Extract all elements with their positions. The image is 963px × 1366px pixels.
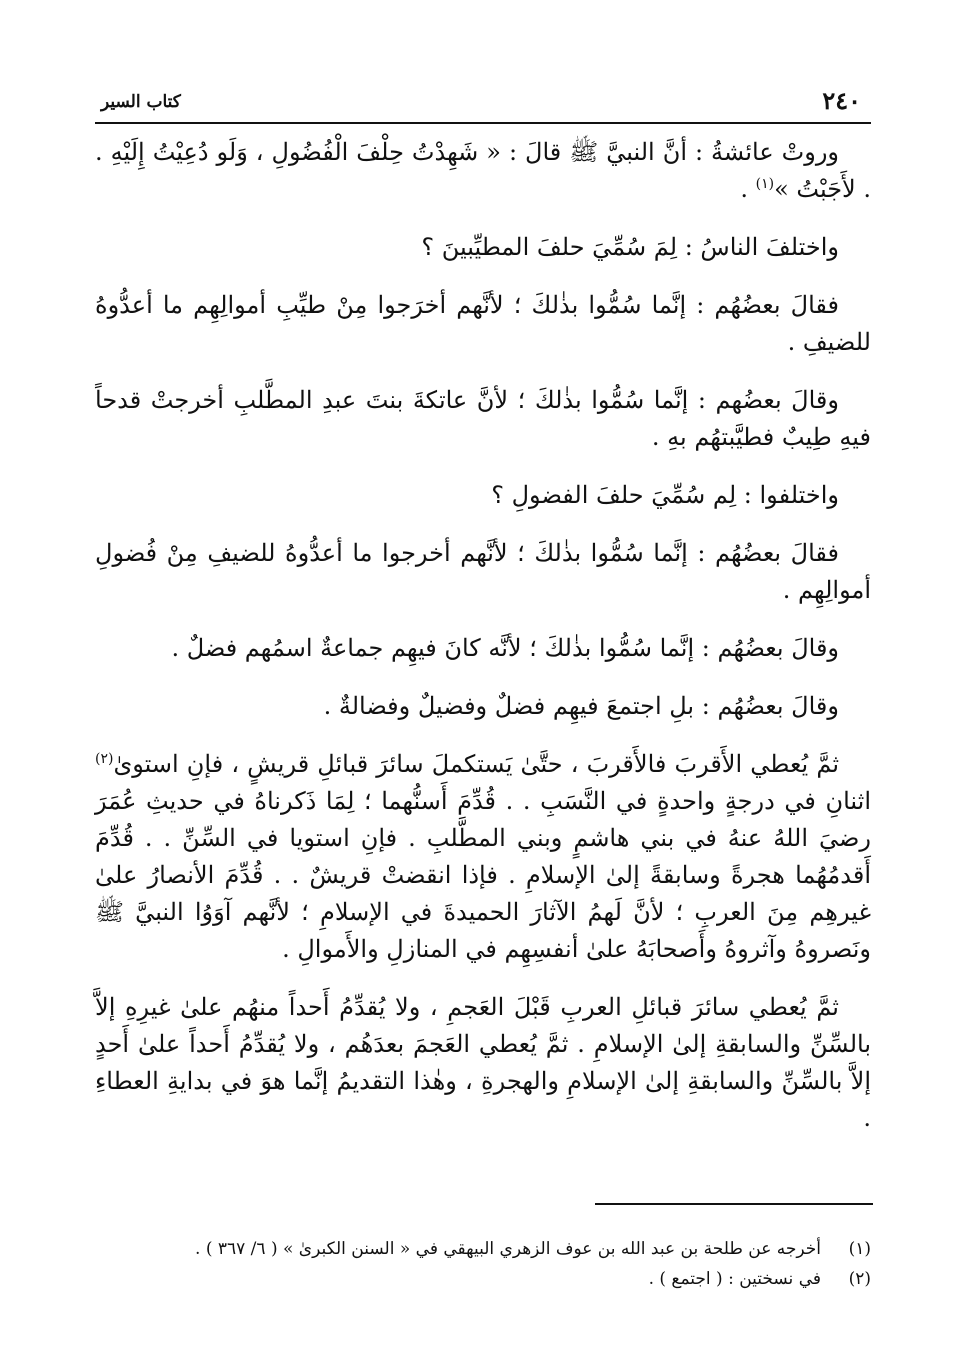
paragraph-8: وقالَ بعضُهُم : بلِ اجتمعَ فيهِم فضلٌ وفضيلٌ وفضالةٌ .: [323, 692, 839, 720]
footnote-ref-1[interactable]: (١): [755, 176, 775, 192]
footnote-text: أخرجه عن طلحة بن عبد الله بن عوف الزهري البيهقي في « السنن الكبرىٰ » ( ٦/ ٣٦٧ ) .: [195, 1239, 821, 1259]
footnote-divider: [595, 1203, 873, 1205]
main-text: [95, 134, 871, 1137]
paragraph-3: فقالَ بعضُهُم : إنَّما سُمُّوا بذٰلكَ ؛ لأنَّهم أخرَجوا مِنْ طيِّبِ أموالِهِم ما أعدُّوهُ للضيفِ .: [95, 291, 871, 356]
page-number: ٢٤٠: [822, 86, 861, 115]
footnotes: [95, 1234, 871, 1294]
paragraph-5: واختلفوا : لِم سُمِّيَ حلفَ الفضولِ ؟: [491, 481, 839, 509]
running-title: كتاب السير: [101, 92, 181, 112]
footnote-ref-2[interactable]: (٢): [95, 751, 114, 767]
footnote-1: [95, 1234, 871, 1264]
paragraph-6: فقالَ بعضُهُم : إنَّما سُمُّوا بذٰلكَ ؛ لأنَّهم أخرجوا ما أعدُّوهُ للضيفِ مِنْ فُضولِ أموالِهِم .: [95, 539, 871, 604]
paragraph-1: وروتْ عائشةُ : أنَّ النبيَّ ﷺ قالَ : « شَهِدْتُ حِلْفَ الْفُضُولِ ، وَلَو دُعِيْتُ إِلَيْهِ . . لأَجَبْتُ »$^{(١)}$ .: [95, 138, 871, 203]
paragraph-7: وقالَ بعضُهُم : إنَّما سُمُّوا بذٰلكَ ؛ لأنَّه كانَ فيهِم جماعةٌ اسمُهم فضلٌ .: [171, 634, 839, 662]
footnote-text: في نسختين : ( اجتمع ) .: [648, 1269, 821, 1289]
footnote-number: (١): [848, 1239, 871, 1259]
paragraph-9: ثمَّ يُعطي الأَقربَ فالأَقربَ ، حتَّىٰ يَستكملَ سائرَ قبائلِ قريشٍ ، فإنِ استوىٰ$^{(٢)}$ اثنانِ في درجةٍ واحدةٍ في النَّسَبِ . . قُدِّمَ أَسنُّهما ؛ لِمَا ذَكرناهُ في حديثِ عُمَرَ رضيَ اللهُ عنهُ في بني هاشمٍ وبني المطَّلبِ . فإنِ استويا في السِّنِّ . . قُدِّمَ أَقدمُهُما هجرةً وسابقةً إلىٰ الإسلامِ . فإذا انقضتْ قريشٌ . . قُدِّمَ الأنصارُ علىٰ غيرهِم مِنَ العربِ ؛ لأنَّ لَهمُ الآثارَ الحميدةَ في الإسلامِ ؛ لأنَّهم آوَوُا النبيَّ ﷺ ونَصروهُ وآثروهُ وأَصحابَهُ علىٰ أنفسِهِم في المنازلِ والأَموالِ .: [95, 750, 871, 963]
paragraph-10: ثمَّ يُعطي سائرَ قبائلِ العربِ قَبْلَ العَجمِ ، ولا يُقدِّمُ أَحداً منهُم علىٰ غيرِهِ إلاَّ بالسِّنِّ والسابقةِ إلىٰ الإسلامِ . ثمَّ يُعطي العَجمَ بعدَهُم ، ولا يُقدِّمُ أَحداً علىٰ أَحدٍ إلاَّ بالسِّنِّ والسابقةِ إلىٰ الإسلامِ والهجرةِ ، وهٰذا التقديمُ إنَّما هوَ في بدايةِ العطاءِ .: [95, 993, 871, 1132]
footnote-2: [95, 1264, 871, 1294]
page-header: [95, 82, 871, 124]
paragraph-2: واختلفَ الناسُ : لِمَ سُمِّيَ حلفَ المطيِّبينَ ؟: [421, 233, 839, 261]
footnote-number: (٢): [848, 1269, 871, 1289]
paragraph-4: وقالَ بعضُهم : إنَّما سُمُّوا بذٰلكَ ؛ لأنَّ عاتكةَ بنتَ عبدِ المطَّلبِ أخرجتْ قدحاً فيهِ طِيبٌ فطيَّبتهُم بهِ .: [95, 386, 871, 451]
